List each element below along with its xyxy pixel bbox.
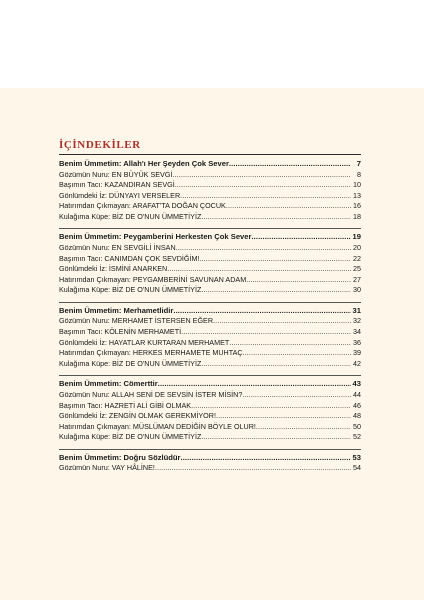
dot-leader xyxy=(201,212,351,223)
dot-leader xyxy=(226,201,351,212)
dot-leader xyxy=(199,254,351,265)
toc-entry-label: Gözümün Nuru: VAY HÂLİNE! xyxy=(59,463,155,473)
page-number: 42 xyxy=(353,358,361,368)
section-heading[interactable] xyxy=(59,158,361,170)
page-number: 48 xyxy=(353,411,361,421)
toc-entry-label: Gözümün Nuru: ALLAH SENİ DE SEVSİN İSTER MİSİN? xyxy=(59,389,243,399)
section-heading[interactable] xyxy=(59,452,361,464)
toc-entry-label: Hatırımdan Çıkmayan: PEYGAMBERİNİ SAVUNAN ADAM xyxy=(59,274,247,284)
dot-leader xyxy=(243,348,351,359)
section-heading[interactable] xyxy=(59,378,361,390)
toc-entry[interactable] xyxy=(59,348,361,359)
page-number: 44 xyxy=(353,389,361,399)
page-number: 52 xyxy=(353,432,361,442)
toc-entry-label: Gözümün Nuru: MERHAMET İSTERSEN EĞER xyxy=(59,316,214,326)
toc-entry-label: Gözümün Nuru: EN SEVGİLİ İNSAN xyxy=(59,242,176,252)
dot-leader xyxy=(242,390,351,401)
toc-section xyxy=(59,228,361,295)
page-number: 50 xyxy=(353,421,361,431)
page-number: 39 xyxy=(353,348,361,358)
page-number: 32 xyxy=(353,316,361,326)
page-number: 7 xyxy=(356,159,361,168)
toc-entry-label: Başımın Tacı: HAZRETİ ALİ GİBİ OLMAK xyxy=(59,400,192,410)
toc-entry-label: Kulağıma Küpe: BİZ DE O'NUN ÜMMETİYİZ xyxy=(59,432,202,442)
toc-entry[interactable] xyxy=(59,191,361,202)
page-number: 8 xyxy=(357,169,361,179)
toc-entry-label: Gönlümdeki İz: İSMİNİ ANARKEN xyxy=(59,264,168,274)
page-number: 53 xyxy=(352,452,361,462)
toc-entry[interactable] xyxy=(59,275,361,286)
toc-entry[interactable] xyxy=(59,180,361,191)
toc-entry[interactable] xyxy=(59,264,361,275)
page-number: 25 xyxy=(353,264,361,274)
toc-entry-label: Başımın Tacı: CANIMDAN ÇOK SEVDİĞİM! xyxy=(59,253,200,263)
dot-leader xyxy=(181,452,351,464)
section-heading-label: Benim Ümmetim: Doğru Sözlüdür xyxy=(59,452,181,462)
toc-entry-label: Kulağıma Küpe: BİZ DE O'NUN ÜMMETİYİZ xyxy=(59,211,202,221)
section-rule xyxy=(59,449,361,450)
toc-entry[interactable] xyxy=(59,432,361,443)
toc-entry[interactable] xyxy=(59,243,361,254)
toc-entry[interactable] xyxy=(59,390,361,401)
page-number: 20 xyxy=(353,242,361,252)
page-number: 16 xyxy=(353,201,361,211)
toc-entry-label: Kulağıma Küpe: BİZ DE O'NUN ÜMMETİYİZ xyxy=(59,358,202,368)
toc-section xyxy=(59,375,361,442)
toc-entry[interactable] xyxy=(59,401,361,412)
section-heading-label: Benim Ümmetim: Cömerttir xyxy=(59,379,158,389)
dot-leader xyxy=(155,463,351,474)
page-number: 18 xyxy=(353,211,361,221)
dot-leader xyxy=(256,422,351,433)
toc-entry[interactable] xyxy=(59,201,361,212)
page-number: 34 xyxy=(353,327,361,337)
title-rule xyxy=(59,154,361,155)
toc-entry-label: Gönlümdeki İz: DÜNYAYI VERSELER xyxy=(59,190,181,200)
section-heading-label: Benim Ümmetim: Peygamberini Herkesten Çok Sever xyxy=(59,232,252,242)
page-number: 46 xyxy=(353,400,361,410)
page-number: 22 xyxy=(353,253,361,263)
toc-sections xyxy=(59,158,361,474)
toc-entry[interactable] xyxy=(59,359,361,370)
dot-leader xyxy=(201,432,351,443)
dot-leader xyxy=(175,180,351,191)
dot-leader xyxy=(229,338,351,349)
toc-entry-label: Hatırımdan Çıkmayan: HERKES MERHAMETE MUHTAÇ xyxy=(59,348,243,358)
section-rule xyxy=(59,228,361,229)
page-number: 43 xyxy=(352,379,361,389)
section-heading[interactable] xyxy=(59,305,361,317)
page-number: 54 xyxy=(353,463,361,473)
toc-entry[interactable] xyxy=(59,327,361,338)
page-number: 10 xyxy=(353,180,361,190)
section-heading[interactable] xyxy=(59,231,361,243)
toc-entry[interactable] xyxy=(59,316,361,327)
dot-leader xyxy=(191,401,351,412)
page-number: 13 xyxy=(353,190,361,200)
page-number: 30 xyxy=(353,285,361,295)
toc-entry-label: Gönlümdeki İz: ZENGİN OLMAK GEREKMİYOR! xyxy=(59,411,216,421)
toc-entry-label: Hatırımdan Çıkmayan: MÜSLÜMAN DEDİĞİN BÖYLE OLUR! xyxy=(59,421,256,431)
table-of-contents xyxy=(59,154,361,480)
page-number: 27 xyxy=(353,274,361,284)
dot-leader xyxy=(167,264,351,275)
dot-leader xyxy=(251,231,351,243)
toc-entry[interactable] xyxy=(59,411,361,422)
toc-entry-label: Başımın Tacı: KÖLENİN MERHAMETİ xyxy=(59,327,182,337)
toc-entry-label: Kulağıma Küpe: BİZ DE O'NUN ÜMMETİYİZ xyxy=(59,285,202,295)
toc-entry[interactable] xyxy=(59,212,361,223)
toc-section xyxy=(59,449,361,474)
dot-leader xyxy=(176,243,351,254)
dot-leader xyxy=(216,411,351,422)
toc-entry[interactable] xyxy=(59,463,361,474)
toc-entry-label: Gözümün Nuru: EN BÜYÜK SEVGİ xyxy=(59,169,173,179)
toc-entry[interactable] xyxy=(59,285,361,296)
dot-leader xyxy=(172,170,351,181)
toc-entry-label: Başımın Tacı: KAZANDIRAN SEVGİ xyxy=(59,180,175,190)
section-heading-label: Benim Ümmetim: Merhametlidir xyxy=(59,305,174,315)
toc-section xyxy=(59,158,361,222)
dot-leader xyxy=(246,275,351,286)
toc-entry[interactable] xyxy=(59,254,361,265)
section-heading-label: Benim Ümmetim: Allah'ı Her Şeyden Çok Sever xyxy=(59,159,229,168)
toc-title: İÇİNDEKİLER xyxy=(59,139,141,151)
dot-leader xyxy=(173,305,351,317)
dot-leader xyxy=(181,327,351,338)
page-number: 31 xyxy=(352,305,361,315)
toc-section xyxy=(59,302,361,369)
dot-leader xyxy=(201,359,351,370)
dot-leader xyxy=(180,191,351,202)
dot-leader xyxy=(158,378,351,390)
toc-entry[interactable] xyxy=(59,338,361,349)
toc-entry[interactable] xyxy=(59,422,361,433)
section-rule xyxy=(59,375,361,376)
toc-entry-label: Hatırımdan Çıkmayan: ARAFAT'TA DOĞAN ÇOCUK xyxy=(59,201,226,211)
toc-entry[interactable] xyxy=(59,170,361,181)
dot-leader xyxy=(213,316,351,327)
toc-page xyxy=(0,88,424,600)
dot-leader xyxy=(229,158,351,170)
section-rule xyxy=(59,302,361,303)
dot-leader xyxy=(201,285,351,296)
page-number: 19 xyxy=(352,232,361,242)
page-number: 36 xyxy=(353,337,361,347)
top-margin xyxy=(0,0,424,88)
toc-entry-label: Gönlümdeki İz: HAYATLAR KURTARAN MERHAMET xyxy=(59,337,230,347)
